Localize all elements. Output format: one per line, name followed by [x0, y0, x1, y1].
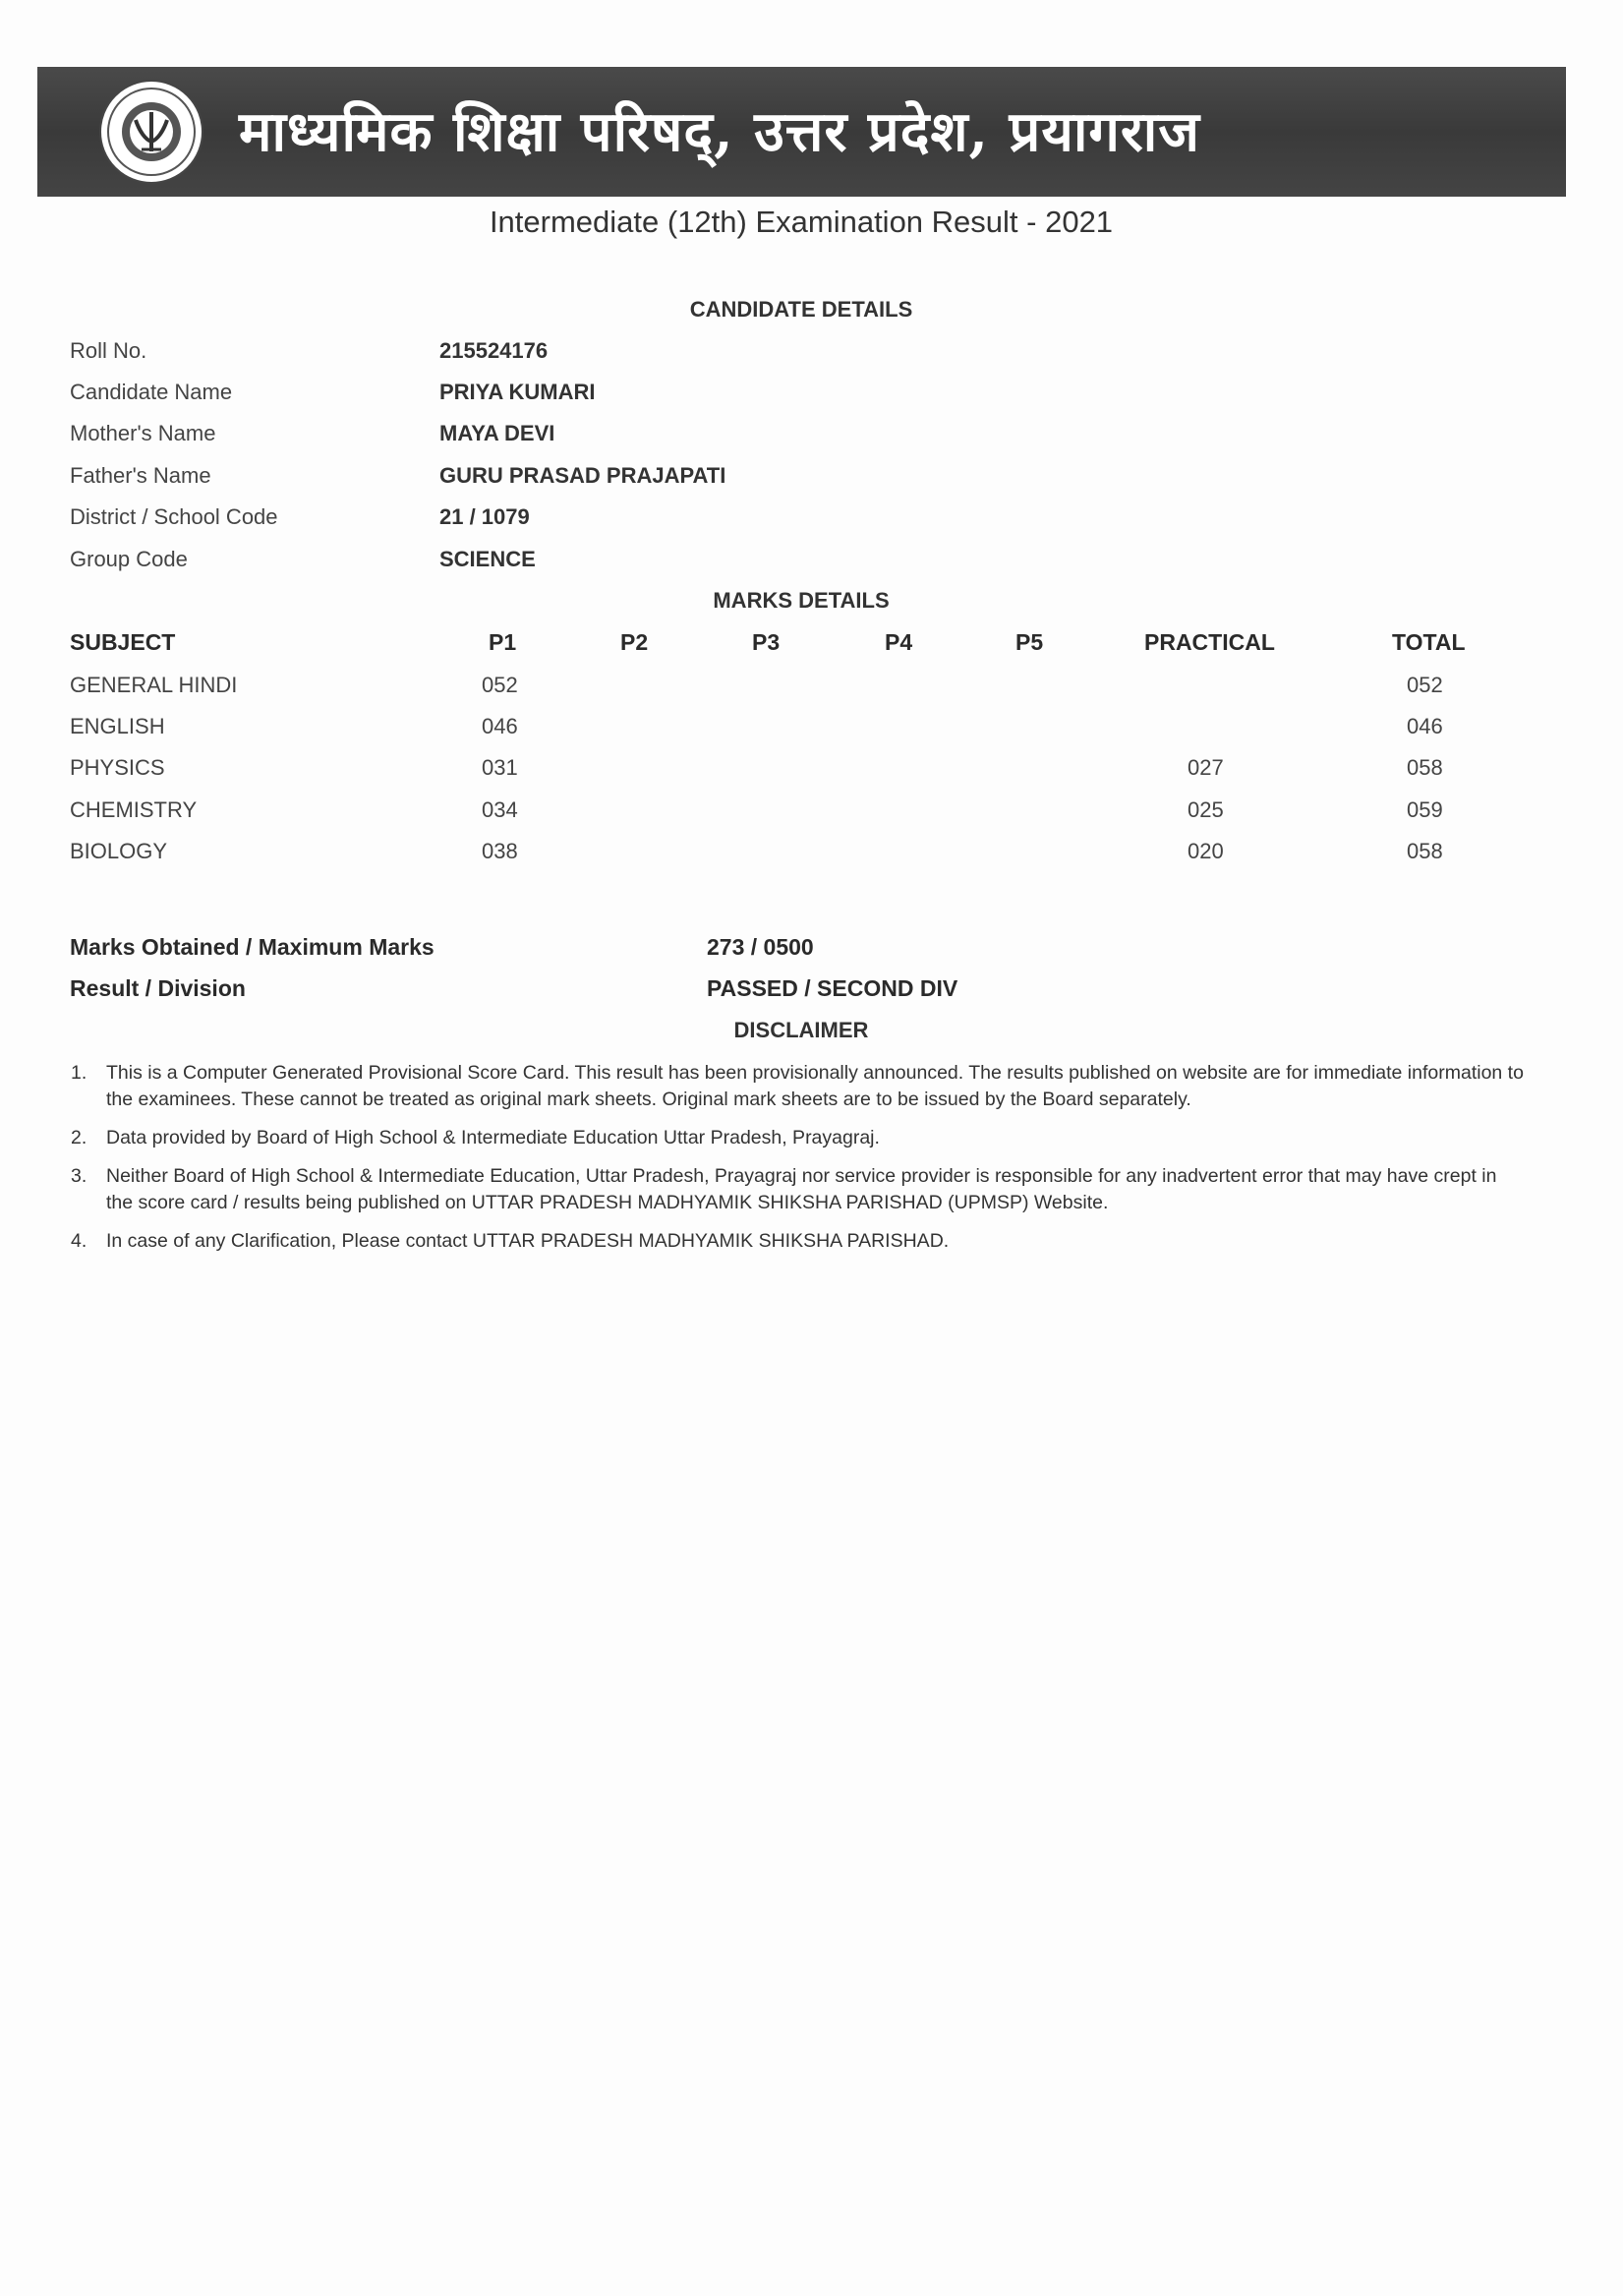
- header-banner: [37, 67, 1566, 197]
- field-district-school-code: [70, 504, 1544, 544]
- cell-subject: CHEMISTRY: [70, 797, 198, 822]
- field-value: MAYA DEVI: [439, 421, 555, 445]
- field-label: Father's Name: [70, 463, 211, 488]
- table-row: [0, 755, 1623, 795]
- item-text: Data provided by Board of High School & Intermediate Education Uttar Pradesh, Prayagraj.: [106, 1127, 880, 1148]
- field-label: Roll No.: [70, 338, 147, 363]
- field-value: 21 / 1079: [439, 504, 530, 529]
- field-value: PRIYA KUMARI: [439, 380, 596, 404]
- field-label: Mother's Name: [70, 421, 216, 445]
- cell-total: 058: [1407, 839, 1443, 863]
- column-header-total: TOTAL: [1392, 629, 1466, 655]
- cell-p1: 034: [482, 797, 518, 822]
- field-group-code: [70, 547, 1544, 586]
- list-item: [71, 1125, 1526, 1151]
- board-name-title: माध्यमिक शिक्षा परिषद्, उत्तर प्रदेश, प्रयागराज: [239, 99, 1200, 164]
- field-label: District / School Code: [70, 504, 278, 529]
- disclaimer-list: [71, 1060, 1526, 1266]
- field-value: GURU PRASAD PRAJAPATI: [439, 463, 726, 488]
- cell-p1: 052: [482, 673, 518, 697]
- cell-p1: 046: [482, 714, 518, 738]
- field-value: SCIENCE: [439, 547, 536, 571]
- column-header-p4: P4: [885, 629, 913, 655]
- list-item: [71, 1163, 1526, 1216]
- list-item: [71, 1228, 1526, 1255]
- column-header-practical: PRACTICAL: [1144, 629, 1275, 655]
- list-item: [71, 1060, 1526, 1113]
- item-text: This is a Computer Generated Provisional Score Card. This result has been provisionally announced. The results published on website are for immediate information to the examinees. These cannot be treated as original mark sheets. Original mark sheets are to be issued by the Board separately.: [106, 1062, 1524, 1110]
- table-row: [0, 714, 1623, 753]
- result-division-label: Result / Division: [70, 975, 246, 1001]
- cell-total: 052: [1407, 673, 1443, 697]
- column-header-p5: P5: [1015, 629, 1044, 655]
- cell-subject: BIOLOGY: [70, 839, 168, 863]
- cell-practical: 020: [1188, 839, 1224, 863]
- field-mother-name: [70, 421, 1544, 460]
- cell-subject: PHYSICS: [70, 755, 165, 780]
- marks-obtained-label: Marks Obtained / Maximum Marks: [70, 934, 435, 960]
- cell-total: 059: [1407, 797, 1443, 822]
- field-value: 215524176: [439, 338, 549, 363]
- column-header-p3: P3: [752, 629, 781, 655]
- marks-details-heading: MARKS DETAILS: [713, 588, 890, 613]
- cell-subject: GENERAL HINDI: [70, 673, 238, 697]
- cell-subject: ENGLISH: [70, 714, 165, 738]
- candidate-details-heading: CANDIDATE DETAILS: [689, 297, 913, 322]
- field-label: Group Code: [70, 547, 188, 571]
- field-label: Candidate Name: [70, 380, 233, 404]
- item-number: 4.: [71, 1230, 87, 1252]
- marks-obtained-value: 273 / 0500: [707, 934, 814, 960]
- field-roll-no: [70, 338, 1544, 378]
- field-candidate-name: [70, 380, 1544, 419]
- item-text: In case of any Clarification, Please contact UTTAR PRADESH MADHYAMIK SHIKSHA PARISHAD.: [106, 1230, 950, 1252]
- exam-title: Intermediate (12th) Examination Result - 2021: [489, 205, 1114, 239]
- table-row: [0, 797, 1623, 837]
- result-division-value: PASSED / SECOND DIV: [707, 975, 958, 1001]
- disclaimer-heading: DISCLAIMER: [733, 1018, 869, 1042]
- cell-practical: 027: [1188, 755, 1224, 780]
- cell-total: 058: [1407, 755, 1443, 780]
- item-number: 2.: [71, 1127, 87, 1148]
- column-header-subject: SUBJECT: [70, 629, 176, 655]
- cell-total: 046: [1407, 714, 1443, 738]
- item-number: 1.: [71, 1062, 87, 1084]
- cell-practical: 025: [1188, 797, 1224, 822]
- column-header-p2: P2: [620, 629, 649, 655]
- field-father-name: [70, 463, 1544, 502]
- column-header-p1: P1: [489, 629, 517, 655]
- table-row: [0, 839, 1623, 878]
- table-row: [0, 673, 1623, 712]
- item-text: Neither Board of High School & Intermediate Education, Uttar Pradesh, Prayagraj nor service provider is responsible for any inadvertent error that may have crept in the score card / results being published on UTTAR PRADESH MADHYAMIK SHIKSHA PARISHAD (UPMSP) Website.: [106, 1165, 1497, 1213]
- item-number: 3.: [71, 1165, 87, 1187]
- board-emblem-icon: [96, 77, 206, 187]
- cell-p1: 038: [482, 839, 518, 863]
- cell-p1: 031: [482, 755, 518, 780]
